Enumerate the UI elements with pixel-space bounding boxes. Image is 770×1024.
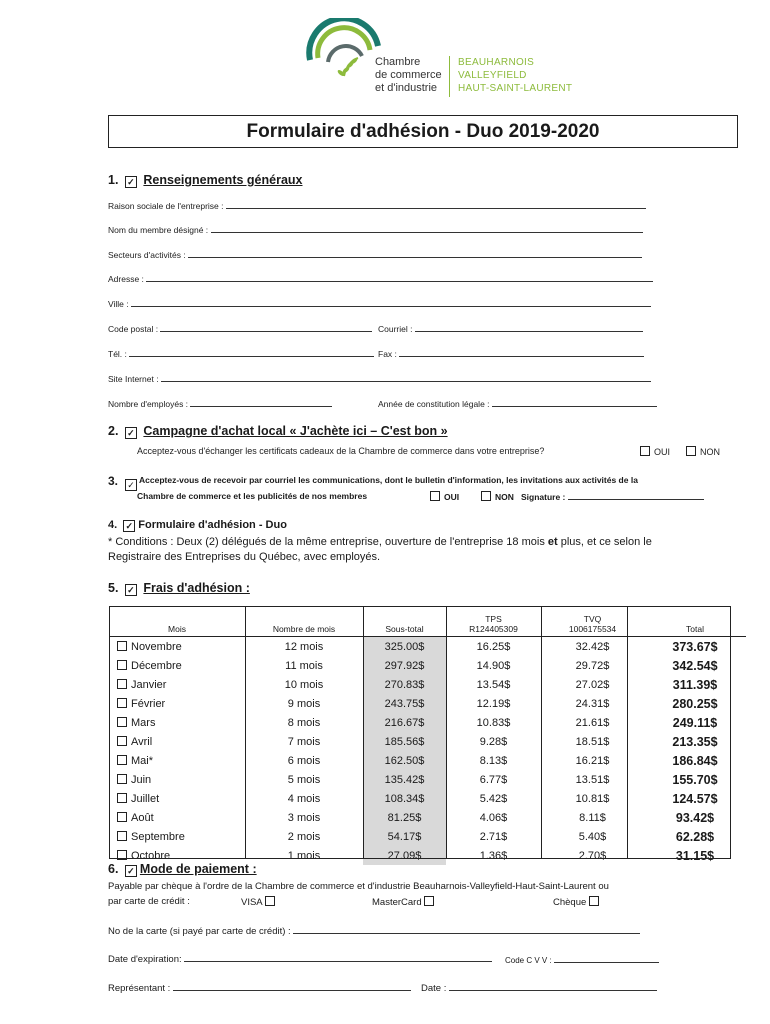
field-annee-input[interactable] xyxy=(492,398,657,407)
field-adresse-input[interactable] xyxy=(146,273,653,282)
row-total: 280.25$ xyxy=(672,696,718,711)
section-3-signature-input[interactable] xyxy=(568,491,704,500)
row-nombre: 6 mois xyxy=(287,754,321,767)
row-tvq: 16.21$ xyxy=(575,754,610,767)
org-line-2: de commerce xyxy=(375,69,442,81)
field-representant-label: Représentant : xyxy=(108,983,171,994)
row-total: 342.54$ xyxy=(672,658,718,673)
field-cvv-label: Code C V V : xyxy=(505,956,552,965)
row-mois-label: Février xyxy=(131,697,166,710)
row-nombre: 10 mois xyxy=(284,678,324,691)
section-2-heading xyxy=(108,424,448,439)
row-mois[interactable] xyxy=(109,732,245,751)
field-annee xyxy=(378,398,657,409)
row-total: 373.67$ xyxy=(672,639,718,654)
field-ville xyxy=(108,298,651,309)
row-nombre: 5 mois xyxy=(287,773,321,786)
checkbox-icon[interactable] xyxy=(117,679,127,689)
row-sous-total: 325.00$ xyxy=(363,637,446,657)
row-mois[interactable] xyxy=(109,770,245,789)
row-sous-total: 297.92$ xyxy=(363,656,446,675)
row-tvq: 32.42$ xyxy=(575,640,610,653)
page-title: Formulaire d'adhésion - Duo 2019-2020 xyxy=(108,115,738,148)
fees-table xyxy=(109,606,746,865)
org-name xyxy=(375,56,442,95)
row-mois-label: Novembre xyxy=(131,640,182,653)
row-tps: 14.90$ xyxy=(476,659,511,672)
checkbox-icon[interactable] xyxy=(117,698,127,708)
section-2-question: Acceptez-vous d'échanger les certificats cadeaux de la Chambre de commerce dans votre entreprise? xyxy=(137,446,545,456)
field-cvv xyxy=(505,954,659,965)
row-nombre: 8 mois xyxy=(287,716,321,729)
col-divider xyxy=(541,606,542,859)
checkbox-icon[interactable] xyxy=(117,812,127,822)
section-2-non-label: NON xyxy=(700,447,720,457)
header-mois: Mois xyxy=(109,606,245,637)
field-tel xyxy=(108,348,374,359)
row-nombre: 3 mois xyxy=(287,811,321,824)
checkbox-icon[interactable] xyxy=(481,491,491,501)
checkbox-icon[interactable] xyxy=(430,491,440,501)
row-sous-total: 135.42$ xyxy=(363,770,446,789)
col-divider xyxy=(446,606,447,859)
field-employes-label: Nombre d'employés : xyxy=(108,399,189,409)
org-line-1: Chambre xyxy=(375,56,421,68)
field-date-label: Date : xyxy=(421,983,447,994)
row-sous-total: 81.25$ xyxy=(363,808,446,827)
field-secteurs-input[interactable] xyxy=(188,249,642,258)
checkbox-checked-icon: ✓ xyxy=(123,520,135,532)
row-tvq: 27.02$ xyxy=(575,678,610,691)
field-carte-label: No de la carte (si payé par carte de crédit) : xyxy=(108,926,291,937)
row-tvq: 13.51$ xyxy=(575,773,610,786)
section-2-oui-label: OUI xyxy=(654,447,671,457)
row-mois[interactable] xyxy=(109,808,245,827)
field-annee-label: Année de constitution légale : xyxy=(378,399,490,409)
header-tvq-number: 1006175534 xyxy=(568,624,617,634)
row-nombre: 4 mois xyxy=(287,792,321,805)
row-sous-total: 243.75$ xyxy=(363,694,446,713)
row-sous-total: 54.17$ xyxy=(363,827,446,846)
checkbox-icon[interactable] xyxy=(117,850,127,860)
checkbox-checked-icon: ✓ xyxy=(125,865,137,877)
row-nombre: 11 mois xyxy=(285,659,323,672)
row-mois-label: Mars xyxy=(131,716,156,729)
visa-label: VISA xyxy=(241,897,263,908)
row-mois[interactable] xyxy=(109,694,245,713)
table-row xyxy=(109,675,746,694)
checkbox-checked-icon: ✓ xyxy=(125,427,137,439)
checkbox-icon[interactable] xyxy=(117,717,127,727)
section-6-heading xyxy=(108,862,257,877)
row-mois[interactable] xyxy=(109,789,245,808)
section-5-title: Frais d'adhésion : xyxy=(143,581,250,595)
section-3-signature xyxy=(521,491,704,502)
field-membre xyxy=(108,224,643,235)
row-sous-total: 27.09$ xyxy=(363,846,446,865)
row-mois-label: Juin xyxy=(131,773,152,786)
field-tel-label: Tél. : xyxy=(108,349,127,359)
table-row xyxy=(109,694,746,713)
row-tps: 16.25$ xyxy=(476,640,511,653)
table-row xyxy=(109,656,746,675)
checkbox-icon[interactable] xyxy=(686,446,696,456)
col-divider xyxy=(245,606,246,859)
checkbox-checked-icon: ✓ xyxy=(125,584,137,596)
section-3-non-option[interactable] xyxy=(481,491,514,502)
row-total: 186.84$ xyxy=(672,753,718,768)
row-mois[interactable] xyxy=(109,656,245,675)
field-raison-input[interactable] xyxy=(226,200,646,209)
row-tps: 1.36$ xyxy=(479,849,508,862)
field-employes-input[interactable] xyxy=(190,398,332,407)
section-3-signature-label: Signature : xyxy=(521,492,566,502)
row-total: 155.70$ xyxy=(672,772,718,787)
section-4-conditions-2: Registraire des Entreprises du Québec, avec employés. xyxy=(108,551,381,563)
field-membre-label: Nom du membre désigné : xyxy=(108,225,209,235)
row-mois-label: Mai* xyxy=(131,754,154,767)
table-row xyxy=(109,713,746,732)
region-name xyxy=(458,56,572,95)
row-tps: 9.28$ xyxy=(479,735,508,748)
col-divider xyxy=(363,606,364,859)
field-fax xyxy=(378,348,644,359)
checkbox-icon[interactable] xyxy=(117,774,127,784)
field-courriel xyxy=(378,323,643,334)
conditions-text-b: et xyxy=(547,536,558,548)
cheque-label: Chèque xyxy=(553,897,587,908)
row-tvq: 5.40$ xyxy=(578,830,607,843)
field-secteurs-label: Secteurs d'activités : xyxy=(108,250,186,260)
cheque-option[interactable] xyxy=(553,896,603,908)
row-tps: 13.54$ xyxy=(476,678,511,691)
field-date-input[interactable] xyxy=(449,982,657,991)
table-row xyxy=(109,770,746,789)
section-3-number: 3. xyxy=(108,474,119,488)
section-6-title: Mode de paiement : xyxy=(139,862,257,876)
mastercard-label: MasterCard xyxy=(372,897,422,908)
row-mois-label: Janvier xyxy=(131,678,167,691)
checkbox-icon[interactable] xyxy=(117,793,127,803)
row-mois[interactable] xyxy=(109,751,245,770)
row-tps: 2.71$ xyxy=(479,830,508,843)
org-line-3: et d'industrie xyxy=(375,82,438,94)
row-tps: 12.19$ xyxy=(476,697,511,710)
row-sous-total: 108.34$ xyxy=(363,789,446,808)
header-tps-number: R124405309 xyxy=(469,624,518,634)
conditions-text-c: plus, et ce selon le xyxy=(557,536,652,548)
field-representant xyxy=(108,982,411,994)
region-line-3: HAUT-SAINT-LAURENT xyxy=(458,83,573,94)
row-sous-total: 216.67$ xyxy=(363,713,446,732)
field-date xyxy=(421,982,657,994)
checkbox-checked-icon: ✓ xyxy=(125,176,137,188)
row-sous-total: 162.50$ xyxy=(363,751,446,770)
row-mois[interactable] xyxy=(109,675,245,694)
field-raison-label: Raison sociale de l'entreprise : xyxy=(108,201,224,211)
row-sous-total: 185.56$ xyxy=(363,732,446,751)
field-expiration-input[interactable] xyxy=(184,953,492,962)
table-row xyxy=(109,808,746,827)
section-2-title: Campagne d'achat local « J'achète ici – C'est bon » xyxy=(143,424,448,438)
row-tps: 10.83$ xyxy=(476,716,511,729)
field-cvv-input[interactable] xyxy=(554,954,659,963)
field-code-postal xyxy=(108,323,372,334)
row-mois[interactable] xyxy=(109,713,245,732)
row-mois-label: Avril xyxy=(131,735,153,748)
section-3-oui-label: OUI xyxy=(444,492,460,502)
field-secteurs xyxy=(108,249,642,260)
row-mois-label: Septembre xyxy=(131,830,185,843)
field-membre-input[interactable] xyxy=(211,224,643,233)
visa-option[interactable] xyxy=(241,896,279,908)
checkbox-icon[interactable] xyxy=(589,896,599,906)
row-tps: 8.13$ xyxy=(479,754,508,767)
table-row xyxy=(109,732,746,751)
field-expiration-label: Date d'expiration: xyxy=(108,954,182,965)
checkbox-icon[interactable] xyxy=(117,736,127,746)
field-code-postal-input[interactable] xyxy=(160,323,372,332)
section-3-oui-option[interactable] xyxy=(430,491,459,502)
payment-line-1: Payable par chèque à l'ordre de la Chambre de commerce et d'industrie Beauharnois-Valleyfield-Haut-Saint-Laurent ou xyxy=(108,881,609,892)
fees-table-body xyxy=(109,637,746,866)
row-mois-label: Août xyxy=(131,811,154,824)
header-nombre: Nombre de mois xyxy=(245,606,363,637)
header-tps-label: TPS xyxy=(485,614,502,624)
logo-divider xyxy=(449,56,450,97)
section-4-title: Formulaire d'adhésion - Duo xyxy=(138,519,287,531)
field-site xyxy=(108,373,651,384)
row-sous-total: 270.83$ xyxy=(363,675,446,694)
field-adresse-label: Adresse : xyxy=(108,274,144,284)
field-ville-input[interactable] xyxy=(131,298,651,307)
row-tps: 5.42$ xyxy=(479,792,508,805)
row-tps: 4.06$ xyxy=(479,811,508,824)
region-line-2: VALLEYFIELD xyxy=(458,70,527,81)
checkbox-icon[interactable] xyxy=(117,641,127,651)
checkbox-icon[interactable] xyxy=(117,831,127,841)
field-carte-input[interactable] xyxy=(293,925,640,934)
field-courriel-label: Courriel : xyxy=(378,324,413,334)
field-ville-label: Ville : xyxy=(108,299,129,309)
row-mois-label: Octobre xyxy=(131,849,171,862)
header-sous-total: Sous-total xyxy=(363,606,446,637)
section-1-title: Renseignements généraux xyxy=(143,173,303,187)
table-row xyxy=(109,751,746,770)
section-6-number: 6. xyxy=(108,862,119,876)
row-tvq: 10.81$ xyxy=(575,792,610,805)
section-3-check xyxy=(122,474,140,492)
col-divider xyxy=(627,606,628,859)
table-row xyxy=(109,827,746,846)
row-nombre: 1 mois xyxy=(287,849,321,862)
section-5-number: 5. xyxy=(108,581,119,595)
region-line-1: BEAUHARNOIS xyxy=(458,57,535,68)
section-2-oui-option[interactable] xyxy=(640,446,670,457)
row-total: 31.15$ xyxy=(675,848,715,863)
section-2-number: 2. xyxy=(108,424,119,438)
checkbox-checked-icon: ✓ xyxy=(125,479,137,491)
row-tps: 6.77$ xyxy=(479,773,508,786)
row-mois-label: Juillet xyxy=(131,792,160,805)
row-mois[interactable] xyxy=(109,827,245,846)
field-employes xyxy=(108,398,332,409)
row-tvq: 21.61$ xyxy=(575,716,610,729)
header-tps xyxy=(446,606,541,637)
row-tvq: 24.31$ xyxy=(575,697,610,710)
section-5-heading xyxy=(108,581,250,596)
row-total: 62.28$ xyxy=(675,829,715,844)
section-3-line-1: Acceptez-vous de recevoir par courriel les communications, dont le bulletin d'information, les invitations aux activités de la xyxy=(139,475,638,485)
row-nombre: 7 mois xyxy=(287,735,321,748)
header-tvq-label: TVQ xyxy=(583,614,602,624)
section-2-non-option[interactable] xyxy=(686,446,720,457)
checkbox-icon[interactable] xyxy=(117,755,127,765)
row-tvq: 8.11$ xyxy=(579,811,606,824)
section-1-heading xyxy=(108,173,303,188)
section-1-number: 1. xyxy=(108,173,119,187)
section-3-non-label: NON xyxy=(495,492,514,502)
field-site-input[interactable] xyxy=(161,373,651,382)
row-tvq: 18.51$ xyxy=(575,735,610,748)
section-4-conditions-1 xyxy=(108,536,652,548)
field-representant-input[interactable] xyxy=(173,982,411,991)
row-total: 249.11$ xyxy=(672,715,718,730)
field-adresse xyxy=(108,273,653,284)
section-4-number: 4. xyxy=(108,519,118,531)
field-expiration xyxy=(108,953,492,965)
row-nombre: 9 mois xyxy=(287,697,321,710)
header-tvq xyxy=(541,606,644,637)
row-total: 213.35$ xyxy=(672,734,718,749)
payment-line-2: par carte de crédit : xyxy=(108,896,190,907)
row-nombre: 2 mois xyxy=(287,830,321,843)
row-tvq: 29.72$ xyxy=(575,659,610,672)
row-nombre: 12 mois xyxy=(284,640,324,653)
checkbox-icon[interactable] xyxy=(265,896,275,906)
field-fax-label: Fax : xyxy=(378,349,397,359)
field-raison xyxy=(108,200,646,211)
checkbox-icon[interactable] xyxy=(424,896,434,906)
table-row xyxy=(109,789,746,808)
checkbox-icon[interactable] xyxy=(117,660,127,670)
field-courriel-input[interactable] xyxy=(415,323,643,332)
row-mois-label: Décembre xyxy=(131,659,182,672)
row-tvq: 2.70$ xyxy=(578,849,607,862)
row-total: 124.57$ xyxy=(672,791,718,806)
field-tel-input[interactable] xyxy=(129,348,374,357)
fees-table-header xyxy=(109,606,746,637)
section-4-heading xyxy=(108,519,287,532)
row-total: 311.39$ xyxy=(672,677,718,692)
row-total: 93.42$ xyxy=(675,810,715,825)
field-site-label: Site Internet : xyxy=(108,374,159,384)
header-total: Total xyxy=(644,606,746,637)
checkbox-icon[interactable] xyxy=(640,446,650,456)
row-mois[interactable] xyxy=(109,637,245,657)
field-code-postal-label: Code postal : xyxy=(108,324,159,334)
field-carte xyxy=(108,925,640,937)
field-fax-input[interactable] xyxy=(399,348,644,357)
conditions-text-a: * Conditions : Deux (2) délégués de la même entreprise, ouverture de l'entreprise 18 mois xyxy=(108,536,548,548)
section-3-line-2: Chambre de commerce et les publicités de nos membres xyxy=(137,491,368,501)
table-row xyxy=(109,637,746,657)
mastercard-option[interactable] xyxy=(372,896,438,908)
